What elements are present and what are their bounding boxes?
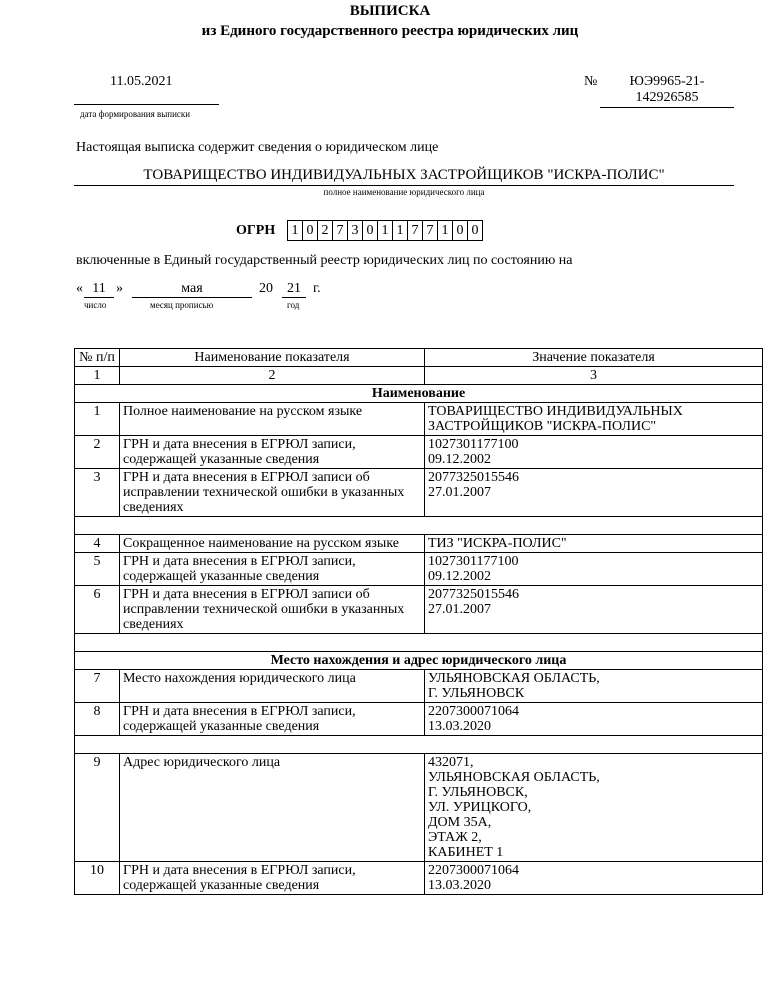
column-number-row [75,367,763,385]
document-subtitle: из Единого государственного реестра юридических лиц [201,23,579,39]
date-close-quote: » [116,281,123,296]
month-caption: месяц прописью [150,300,214,310]
state-month: мая [132,281,252,298]
extract-number-line1: ЮЭ9965-21- [629,74,705,89]
ogrn-digit: 7 [332,220,348,241]
day-caption: число [84,300,107,310]
indicator-value: ТОВАРИЩЕСТВО ИНДИВИДУАЛЬНЫХ ЗАСТРОЙЩИКОВ "ИСКРА-ПОЛИС" [425,403,763,436]
ogrn-digit: 3 [347,220,363,241]
column-number: 2 [120,367,425,385]
ogrn-digit: 7 [422,220,438,241]
table-row [75,586,763,634]
table-row [75,670,763,703]
table-row [75,403,763,436]
table-row [75,754,763,862]
row-number: 8 [75,703,120,736]
indicator-value: 2207300071064 13.03.2020 [425,862,763,895]
ogrn-digit: 1 [392,220,408,241]
column-header: Значение показателя [425,349,763,367]
date-line [74,104,219,105]
register-table [74,348,763,895]
column-number: 3 [425,367,763,385]
state-day: 11 [84,281,114,298]
table-row [75,436,763,469]
spacer-cell [75,517,763,535]
ogrn-digit: 7 [407,220,423,241]
date-open-quote: « [76,281,83,296]
row-number: 7 [75,670,120,703]
ogrn-digit: 1 [287,220,303,241]
column-header: № п/п [75,349,120,367]
indicator-value: 432071, УЛЬЯНОВСКАЯ ОБЛАСТЬ, Г. УЛЬЯНОВСК, УЛ. УРИЦКОГО, ДОМ 35А, ЭТАЖ 2, КАБИНЕТ 1 [425,754,763,862]
table-row [75,862,763,895]
indicator-name: ГРН и дата внесения в ЕГРЮЛ записи, содержащей указанные сведения [120,553,425,586]
row-number: 1 [75,403,120,436]
number-sign: № [584,74,598,89]
indicator-name: Адрес юридического лица [120,754,425,862]
document-title: ВЫПИСКА [349,3,431,19]
org-name-caption: полное наименование юридического лица [323,187,485,197]
indicator-name: ГРН и дата внесения в ЕГРЮЛ записи, содержащей указанные сведения [120,862,425,895]
org-full-name: ТОВАРИЩЕСТВО ИНДИВИДУАЛЬНЫХ ЗАСТРОЙЩИКОВ "ИСКРА-ПОЛИС" [74,167,734,186]
row-number: 5 [75,553,120,586]
state-year-suffix: 21 [282,281,306,298]
row-number: 6 [75,586,120,634]
row-number: 4 [75,535,120,553]
spacer-row [75,634,763,652]
indicator-value: 2077325015546 27.01.2007 [425,586,763,634]
ogrn-digit: 0 [362,220,378,241]
indicator-name: Место нахождения юридического лица [120,670,425,703]
indicator-value: 2207300071064 13.03.2020 [425,703,763,736]
section-address [75,652,763,670]
spacer-row [75,517,763,535]
table-row [75,553,763,586]
state-year-word: г. [313,281,321,296]
ogrn-label: ОГРН [236,223,276,238]
state-year-prefix: 20 [259,281,273,296]
extract-number [600,74,734,108]
ogrn-digit: 0 [302,220,318,241]
ogrn-digit: 1 [437,220,453,241]
section-name [75,385,763,403]
indicator-value: ТИЗ "ИСКРА-ПОЛИС" [425,535,763,553]
intro-text: Настоящая выписка содержит сведения о юридическом лице [76,140,439,155]
indicator-value: 1027301177100 09.12.2002 [425,436,763,469]
indicator-name: ГРН и дата внесения в ЕГРЮЛ записи, содержащей указанные сведения [120,703,425,736]
table-row [75,703,763,736]
row-number: 9 [75,754,120,862]
ogrn-digits [287,220,482,241]
indicator-value: 1027301177100 09.12.2002 [425,553,763,586]
section-title: Место нахождения и адрес юридического лица [75,652,763,670]
indicator-name: ГРН и дата внесения в ЕГРЮЛ записи об исправлении технической ошибки в указанных сведениях [120,586,425,634]
table-header-row [75,349,763,367]
date-caption: дата формирования выписки [80,109,191,119]
row-number: 3 [75,469,120,517]
extract-date: 11.05.2021 [110,74,173,89]
year-caption: год [287,300,300,310]
extract-number-line2: 142926585 [635,90,699,105]
row-number: 2 [75,436,120,469]
spacer-cell [75,736,763,754]
indicator-name: Сокращенное наименование на русском языке [120,535,425,553]
ogrn-digit: 0 [452,220,468,241]
ogrn-digit: 1 [377,220,393,241]
indicator-name: ГРН и дата внесения в ЕГРЮЛ записи об исправлении технической ошибки в указанных сведениях [120,469,425,517]
spacer-row [75,736,763,754]
ogrn-digit: 2 [317,220,333,241]
column-number: 1 [75,367,120,385]
included-text: включенные в Единый государственный реестр юридических лиц по состоянию на [76,253,573,268]
table-row [75,469,763,517]
indicator-value: УЛЬЯНОВСКАЯ ОБЛАСТЬ, Г. УЛЬЯНОВСК [425,670,763,703]
spacer-cell [75,634,763,652]
row-number: 10 [75,862,120,895]
indicator-name: Полное наименование на русском языке [120,403,425,436]
table-row [75,535,763,553]
indicator-name: ГРН и дата внесения в ЕГРЮЛ записи, содержащей указанные сведения [120,436,425,469]
indicator-value: 2077325015546 27.01.2007 [425,469,763,517]
column-header: Наименование показателя [120,349,425,367]
ogrn-digit: 0 [467,220,483,241]
section-title: Наименование [75,385,763,403]
